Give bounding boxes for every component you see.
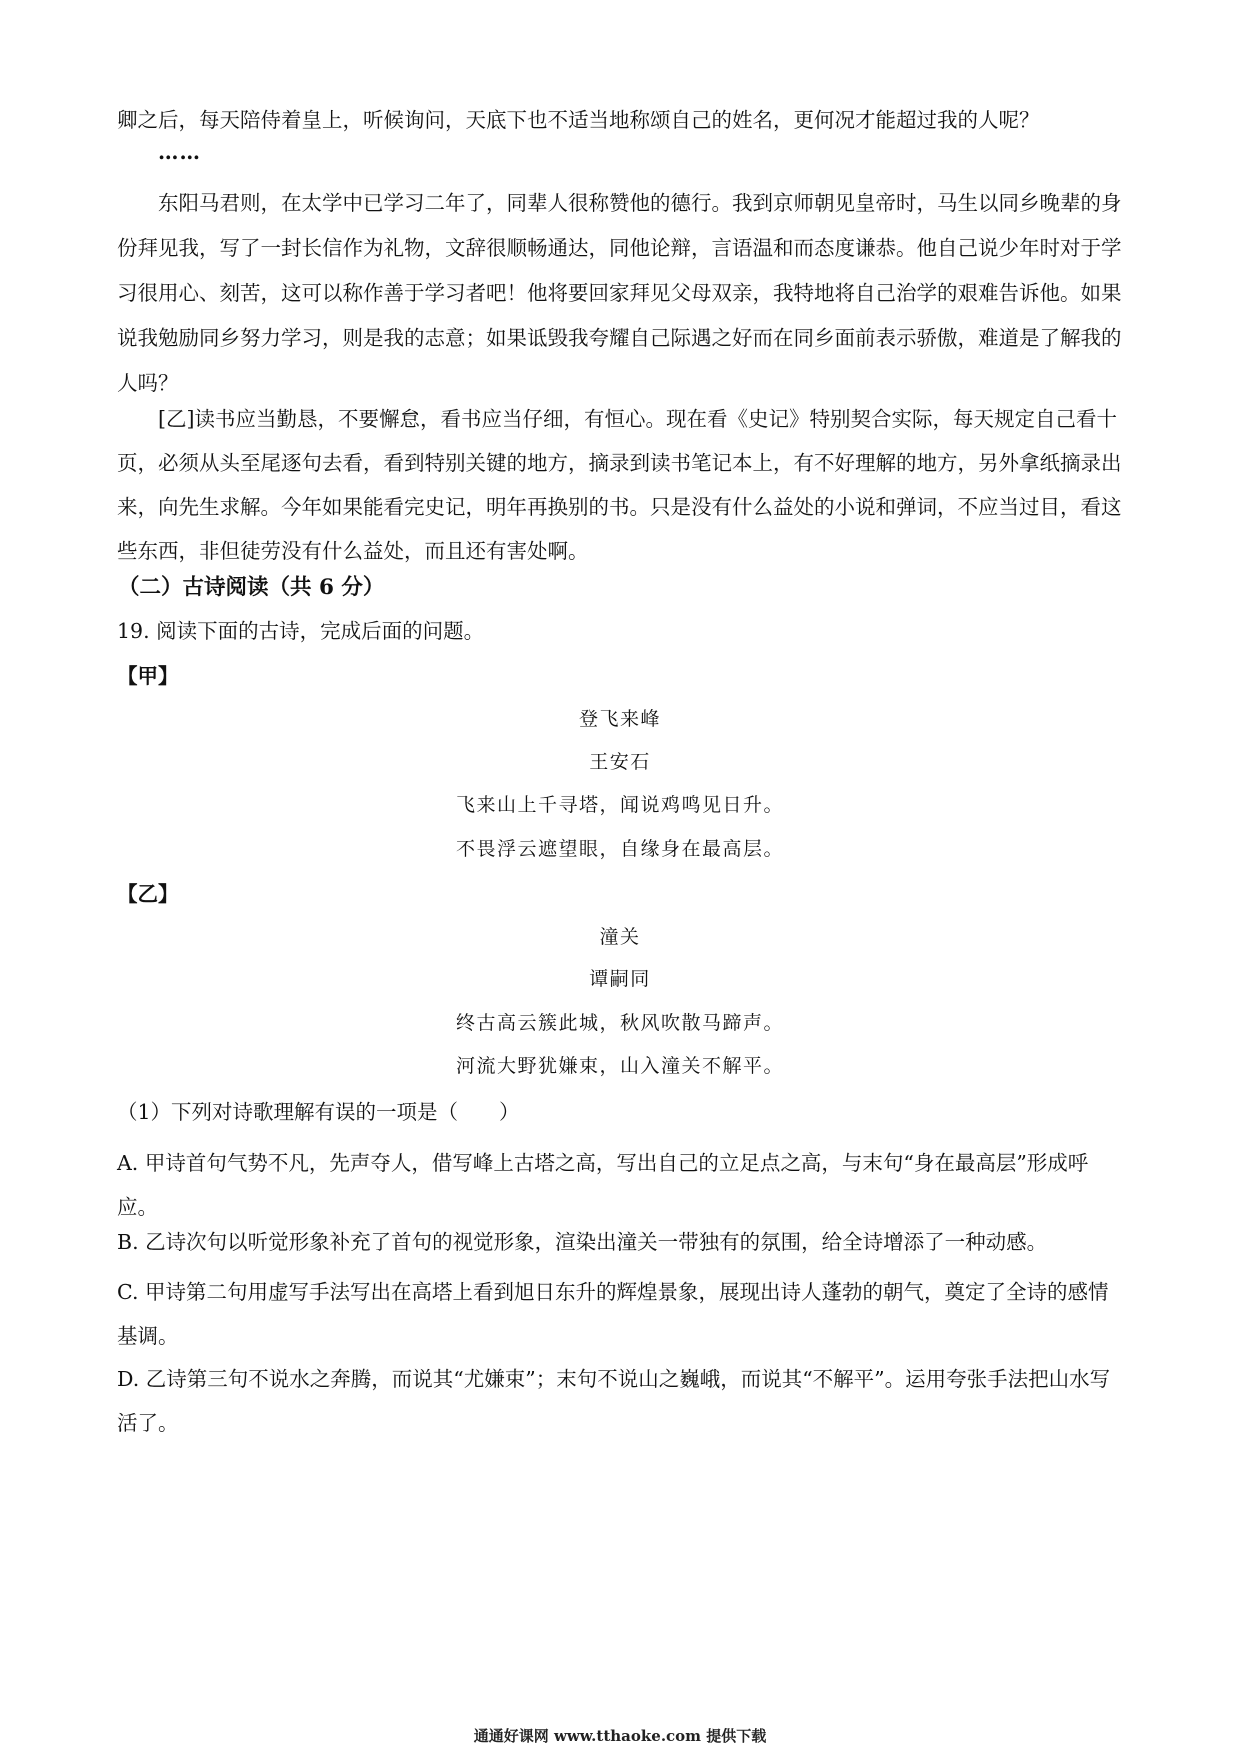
poem-yi-title: 潼关 bbox=[599, 926, 641, 948]
poem-yi-author: 谭嗣同 bbox=[589, 968, 651, 990]
poem-yi-label: 【乙】 bbox=[117, 882, 179, 906]
poem-jia-line-1: 飞来山上千寻塔，闻说鸡鸣见日升。 bbox=[455, 794, 784, 816]
option-b: B. 乙诗次句以听觉形象补充了首句的视觉形象，渲染出潼关一带独有的氛围，给全诗增添了一种动感。 bbox=[117, 1230, 1048, 1254]
poem-jia-title: 登飞来峰 bbox=[578, 708, 661, 730]
passage-line-top: 卿之后，每天陪侍着皇上，听候询问，天底下也不适当地称颂自己的姓名，更何况才能超过我的人呢？ bbox=[117, 108, 1040, 132]
section-heading: （二）古诗阅读（共 6 分） bbox=[118, 575, 385, 600]
question-19-stem: 19. 阅读下面的古诗，完成后面的问题。 bbox=[117, 619, 485, 643]
poem-jia-author: 王安石 bbox=[589, 751, 651, 773]
option-a: A. 甲诗首句气势不凡，先声夺人，借写峰上古塔之高，写出自己的立足点之高，与末句“身在最高层”形成呼应。 bbox=[117, 1151, 1089, 1219]
poem-yi-line-2: 河流大野犹嫌束，山入潼关不解平。 bbox=[455, 1055, 784, 1077]
sub-question-stem: （1）下列对诗歌理解有误的一项是（ ） bbox=[117, 1100, 520, 1124]
passage-paragraph-yi: [乙]读书应当勤恳，不要懈怠，看书应当仔细，有恒心。现在看《史记》特别契合实际，每天规定自己看十页，必须从头至尾逐句去看，看到特别关键的地方，摘录到读书笔记本上，有不好理解的地方，另外拿纸摘录出来，向先生求解。今年如果能看完史记，明年再换别的书。只是没有什么益处的小说和弹词，不应当过目，看这些东西，非但徒劳没有什么益处，而且还有害处啊。 bbox=[117, 407, 1122, 563]
ellipsis-mark: …… bbox=[158, 140, 201, 164]
poem-jia-line-2: 不畏浮云遮望眼，自缘身在最高层。 bbox=[455, 838, 784, 860]
passage-paragraph-ma: 东阳马君则，在太学中已学习二年了，同辈人很称赞他的德行。我到京师朝见皇帝时，马生以同乡晚辈的身份拜见我，写了一封长信作为礼物，文辞很顺畅通达，同他论辩，言语温和而态度谦恭。他自己说少年时对于学习很用心、刻苦，这可以称作善于学习者吧！他将要回家拜见父母双亲，我特地将自己治学的艰难告诉他。如果说我勉励同乡努力学习，则是我的志意；如果诋毁我夸耀自己际遇之好而在同乡面前表示骄傲，难道是了解我的人吗？ bbox=[117, 191, 1122, 395]
footer-source: 通通好课网 www.tthaoke.com 提供下载 bbox=[473, 1727, 767, 1745]
poem-jia-label: 【甲】 bbox=[117, 664, 179, 688]
option-d: D. 乙诗第三句不说水之奔腾，而说其“尤嫌束”；末句不说山之巍峨，而说其“不解平”。运用夸张手法把山水写活了。 bbox=[117, 1367, 1111, 1435]
poem-yi-line-1: 终古高云簇此城，秋风吹散马蹄声。 bbox=[455, 1012, 784, 1034]
option-c: C. 甲诗第二句用虚写手法写出在高塔上看到旭日东升的辉煌景象，展现出诗人蓬勃的朝气，奠定了全诗的感情基调。 bbox=[117, 1280, 1109, 1348]
